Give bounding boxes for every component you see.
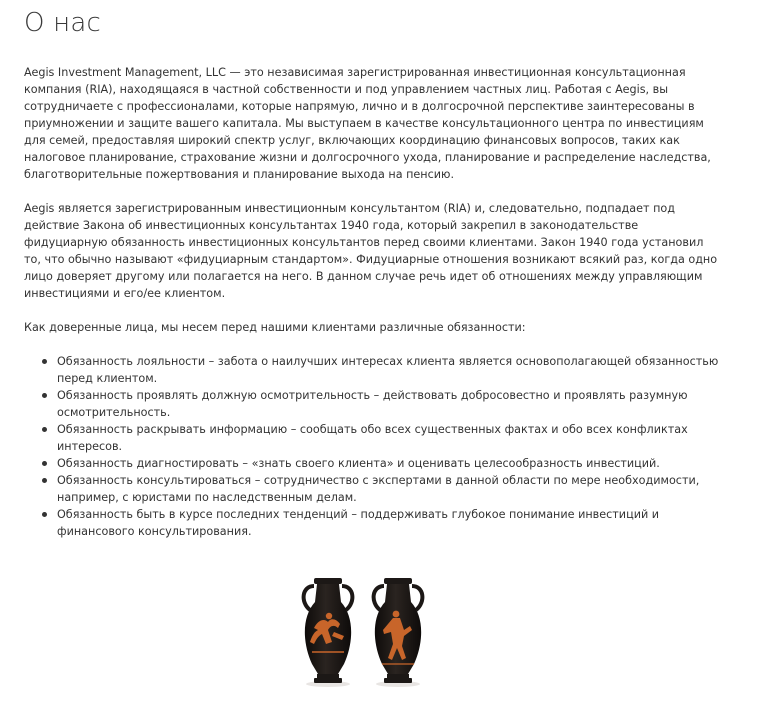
bullet-icon bbox=[42, 393, 47, 398]
vase-left-icon bbox=[304, 578, 353, 687]
bullet-icon bbox=[42, 427, 47, 432]
list-item bbox=[57, 506, 723, 540]
vase-right-icon bbox=[374, 578, 423, 687]
duty-text: Обязанность проявлять должную осмотрительность – действовать добросовестно и проявлять разумную осмотрительность. bbox=[57, 389, 688, 419]
intro-paragraph: Aegis Investment Management, LLC — это независимая зарегистрированная инвестиционная консультационная компания (RIA), находящаяся в частной собственности и под управлением частных лиц. Работая с Aegis, вы сотрудничаете с профессионалами, которые напрямую, лично и в долгосрочной перспективе заинтересованы в приумножении и защите вашего капитала. Мы выступаем в качестве консультационного центра по инвестициям для семей, предоставляя широкий спектр услуг, включающих координацию финансовых вопросов, таких как налоговое планирование, страхование жизни и долгосрочного ухода, планирование и распределение наследства, благотворительные пожертвования и планирование выхода на пенсию. bbox=[24, 66, 711, 181]
ria-paragraph: Aegis является зарегистрированным инвестиционным консультантом (RIA) и, следовательно, подпадает под действие Закона об инвестиционных консультантах 1940 года, который закрепил в законодательстве фидуциарную обязанность инвестиционных консультантов перед своими клиентами. Закон 1940 года установил то, что обычно называют «фидуциарным стандартом». Фидуциарные отношения возникают всякий раз, когда одно лицо доверяет другому или полагается на него. В данном случае речь идет об отношениях между управляющим инвестициями и его/ее клиентом. bbox=[24, 202, 718, 300]
vases-illustration bbox=[294, 572, 434, 688]
bullet-icon bbox=[42, 359, 47, 364]
duty-text: Обязанность лояльности – забота о наилучших интересах клиента является основополагающей обязанностью перед клиентом. bbox=[57, 355, 719, 385]
duty-text: Обязанность быть в курсе последних тенденций – поддерживать глубокое понимание инвестиций и финансового консультирования. bbox=[57, 508, 660, 538]
duty-text: Обязанность раскрывать информацию – сообщать обо всех существенных фактах и обо всех конфликтах интересов. bbox=[57, 423, 688, 453]
list-item bbox=[57, 353, 723, 387]
duties-list bbox=[24, 353, 723, 540]
list-item bbox=[57, 472, 723, 506]
duty-text: Обязанность диагностировать – «знать своего клиента» и оценивать целесообразность инвестиций. bbox=[57, 457, 660, 470]
list-item bbox=[57, 387, 723, 421]
bullet-icon bbox=[42, 478, 47, 483]
page-title: О нас bbox=[24, 8, 101, 38]
duties-intro-paragraph: Как доверенные лица, мы несем перед нашими клиентами различные обязанности: bbox=[24, 321, 526, 334]
duty-text: Обязанность консультироваться – сотрудничество с экспертами в данной области по мере необходимости, например, с юристами по наследственным делам. bbox=[57, 474, 700, 504]
greek-vases-image bbox=[294, 572, 434, 688]
bullet-icon bbox=[42, 512, 47, 517]
bullet-icon bbox=[42, 461, 47, 466]
list-item bbox=[57, 421, 723, 455]
list-item bbox=[57, 455, 723, 472]
